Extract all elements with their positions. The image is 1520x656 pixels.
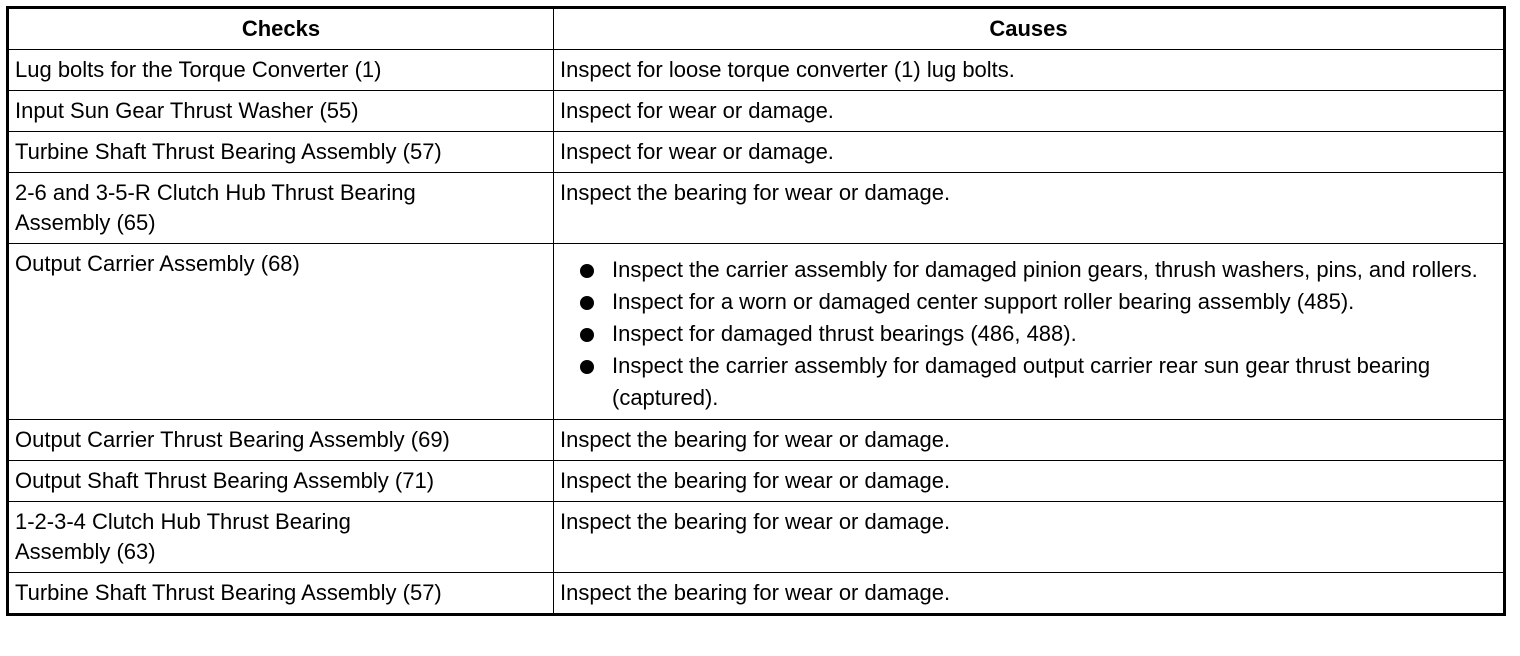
bullet-icon (580, 264, 594, 278)
table-row (8, 91, 1505, 132)
cause-cell: Inspect the bearing for wear or damage. (554, 573, 1505, 615)
cause-cell: Inspect for wear or damage. (554, 91, 1505, 132)
check-cell: Input Sun Gear Thrust Washer (55) (8, 91, 554, 132)
check-cell: 1-2-3-4 Clutch Hub Thrust Bearing Assembly (63) (8, 502, 554, 573)
cause-bullet-item (580, 254, 1497, 286)
header-row (8, 8, 1505, 50)
header-causes: Causes (554, 8, 1505, 50)
cause-cell: Inspect the bearing for wear or damage. (554, 420, 1505, 461)
table-row (8, 244, 1505, 420)
cause-bullet-list (560, 254, 1497, 414)
cause-bullet-item (580, 350, 1497, 414)
table-row (8, 50, 1505, 91)
check-cell: Lug bolts for the Torque Converter (1) (8, 50, 554, 91)
check-cell: Turbine Shaft Thrust Bearing Assembly (57) (8, 573, 554, 615)
check-cell: Output Shaft Thrust Bearing Assembly (71) (8, 461, 554, 502)
cause-bullet-text: Inspect for a worn or damaged center support roller bearing assembly (485). (612, 289, 1355, 314)
cause-bullet-text: Inspect the carrier assembly for damaged output carrier rear sun gear thrust bearing (captured). (612, 353, 1431, 410)
check-cell: Output Carrier Thrust Bearing Assembly (69) (8, 420, 554, 461)
bullet-icon (580, 296, 594, 310)
cause-cell: Inspect the bearing for wear or damage. (554, 173, 1505, 244)
table-row (8, 132, 1505, 173)
cause-bullet-item (580, 286, 1497, 318)
check-cell: Turbine Shaft Thrust Bearing Assembly (57) (8, 132, 554, 173)
checks-causes-table (6, 6, 1506, 616)
cause-cell: Inspect the bearing for wear or damage. (554, 461, 1505, 502)
cause-cell: Inspect the bearing for wear or damage. (554, 502, 1505, 573)
table-row (8, 173, 1505, 244)
check-cell: 2-6 and 3-5-R Clutch Hub Thrust Bearing Assembly (65) (8, 173, 554, 244)
cause-bullet-item (580, 318, 1497, 350)
bullet-icon (580, 360, 594, 374)
table-row (8, 502, 1505, 573)
cause-bullet-text: Inspect the carrier assembly for damaged pinion gears, thrush washers, pins, and rollers. (612, 257, 1478, 282)
cause-cell: Inspect for loose torque converter (1) lug bolts. (554, 50, 1505, 91)
cause-bullet-text: Inspect for damaged thrust bearings (486, 488). (612, 321, 1077, 346)
check-cell: Output Carrier Assembly (68) (8, 244, 554, 420)
cause-cell: Inspect for wear or damage. (554, 132, 1505, 173)
table-row (8, 461, 1505, 502)
bullet-icon (580, 328, 594, 342)
table-row (8, 573, 1505, 615)
header-checks: Checks (8, 8, 554, 50)
table-row (8, 420, 1505, 461)
cause-cell (554, 244, 1505, 420)
